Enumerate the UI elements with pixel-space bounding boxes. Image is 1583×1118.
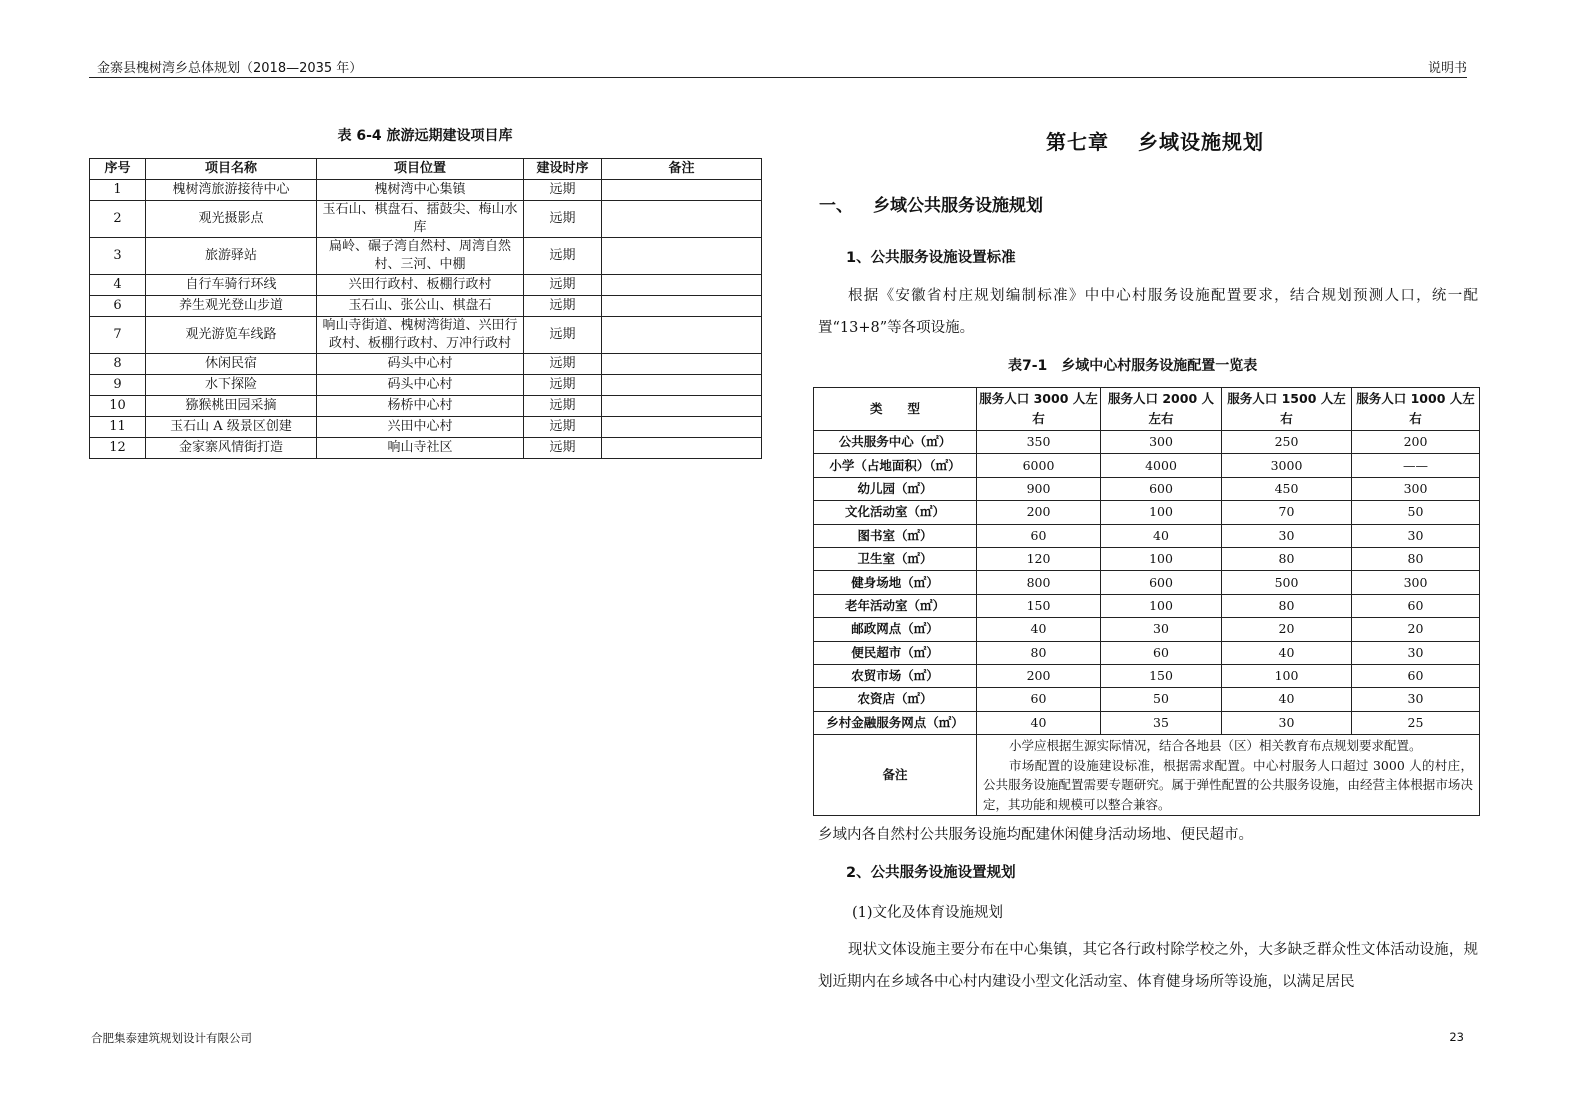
table-cell: 200 — [1352, 431, 1480, 454]
table-cell: 4 — [90, 275, 146, 296]
table-cell: —— — [1352, 454, 1480, 477]
table-cell: 养生观光登山步道 — [146, 296, 317, 317]
table-cell: 70 — [1222, 501, 1352, 524]
table-cell — [602, 438, 762, 459]
table-cell — [602, 201, 762, 238]
row-label: 公共服务中心（㎡） — [814, 431, 977, 454]
table-cell: 远期 — [524, 354, 602, 375]
table-cell: 11 — [90, 417, 146, 438]
table-cell: 远期 — [524, 238, 602, 275]
table-cell: 8 — [90, 354, 146, 375]
row-label: 邮政网点（㎡） — [814, 618, 977, 641]
table-cell: 7 — [90, 317, 146, 354]
table-row — [90, 396, 762, 417]
row-label: 图书室（㎡） — [814, 524, 977, 547]
table-cell: 30 — [1352, 641, 1480, 664]
row-label: 健身场地（㎡） — [814, 571, 977, 594]
row-label: 幼儿园（㎡） — [814, 477, 977, 500]
column-header: 建设时序 — [524, 159, 602, 180]
table-cell: 150 — [977, 594, 1101, 617]
table-cell: 20 — [1222, 618, 1352, 641]
table-cell: 远期 — [524, 180, 602, 201]
table-cell — [602, 296, 762, 317]
company-name: 合肥集泰建筑规划设计有限公司 — [91, 1031, 252, 1045]
table-cell: 水下探险 — [146, 375, 317, 396]
table-cell: 100 — [1101, 501, 1222, 524]
table-row — [90, 180, 762, 201]
right-table-title: 表7-1 乡域中心村服务设施配置一览表 — [1008, 358, 1258, 374]
row-label: 小学（占地面积）（㎡） — [814, 454, 977, 477]
table-header-row — [90, 159, 762, 180]
table-cell: 3000 — [1222, 454, 1352, 477]
table-cell: 猕猴桃田园采摘 — [146, 396, 317, 417]
table-cell: 60 — [977, 524, 1101, 547]
row-label: 老年活动室（㎡） — [814, 594, 977, 617]
table-cell: 600 — [1101, 571, 1222, 594]
note-label: 备注 — [814, 735, 977, 816]
table-cell: 800 — [977, 571, 1101, 594]
table-cell — [602, 417, 762, 438]
table-row — [90, 275, 762, 296]
column-header: 项目位置 — [317, 159, 524, 180]
table-cell: 1 — [90, 180, 146, 201]
table-row — [90, 375, 762, 396]
table-cell: 10 — [90, 396, 146, 417]
column-header: 服务人口 3000 人左右 — [977, 388, 1101, 431]
table-cell: 扁岭、碾子湾自然村、周湾自然村、三河、中棚 — [317, 238, 524, 275]
table-cell: 40 — [977, 711, 1101, 734]
table-cell: 休闲民宿 — [146, 354, 317, 375]
table-cell: 30 — [1101, 618, 1222, 641]
table-row — [814, 501, 1480, 524]
table-cell — [602, 396, 762, 417]
column-header: 服务人口 1000 人左右 — [1352, 388, 1480, 431]
table-row — [814, 618, 1480, 641]
table-row — [814, 431, 1480, 454]
table-cell: 9 — [90, 375, 146, 396]
row-label: 乡村金融服务网点（㎡） — [814, 711, 977, 734]
table-row — [814, 688, 1480, 711]
table-cell: 兴田中心村 — [317, 417, 524, 438]
table-cell: 自行车骑行环线 — [146, 275, 317, 296]
page-number: 23 — [1449, 1030, 1464, 1044]
header-rule — [89, 77, 1467, 78]
table-cell: 200 — [977, 501, 1101, 524]
table-note-row — [814, 735, 1480, 816]
table-row — [90, 317, 762, 354]
table-row — [814, 477, 1480, 500]
table-cell: 旅游驿站 — [146, 238, 317, 275]
table-row — [90, 238, 762, 275]
table-row — [814, 454, 1480, 477]
table-cell: 40 — [1222, 688, 1352, 711]
table-row — [90, 296, 762, 317]
table-cell: 响山寺街道、槐树湾街道、兴田行政村、板棚行政村、万冲行政村 — [317, 317, 524, 354]
table-cell: 900 — [977, 477, 1101, 500]
table-cell: 300 — [1352, 571, 1480, 594]
row-label: 卫生室（㎡） — [814, 547, 977, 570]
table-cell: 码头中心村 — [317, 375, 524, 396]
table-cell: 30 — [1352, 688, 1480, 711]
document-title: 金寨县槐树湾乡总体规划（2018—2035 年） — [97, 61, 363, 76]
table-cell: 槐树湾中心集镇 — [317, 180, 524, 201]
subsection-heading: 2、公共服务设施设置规划 — [846, 865, 1016, 881]
row-label: 文化活动室（㎡） — [814, 501, 977, 524]
column-header: 项目名称 — [146, 159, 317, 180]
table-row — [814, 594, 1480, 617]
table-cell: 4000 — [1101, 454, 1222, 477]
table-cell: 远期 — [524, 375, 602, 396]
table-cell: 60 — [1352, 664, 1480, 687]
table-cell: 300 — [1352, 477, 1480, 500]
table-row — [814, 571, 1480, 594]
chapter-title: 第七章 乡域设施规划 — [1046, 130, 1264, 154]
column-header: 备注 — [602, 159, 762, 180]
table-row — [90, 354, 762, 375]
table-cell: 金家寨风情街打造 — [146, 438, 317, 459]
column-header: 服务人口 2000 人左右 — [1101, 388, 1222, 431]
table-cell: 30 — [1222, 711, 1352, 734]
table-cell: 350 — [977, 431, 1101, 454]
table-cell: 远期 — [524, 201, 602, 238]
row-label: 农资店（㎡） — [814, 688, 977, 711]
table-cell: 码头中心村 — [317, 354, 524, 375]
table-cell: 80 — [1222, 594, 1352, 617]
table-cell: 40 — [1222, 641, 1352, 664]
table-cell: 远期 — [524, 438, 602, 459]
table-cell — [602, 275, 762, 296]
table-row — [814, 664, 1480, 687]
table-row — [814, 641, 1480, 664]
table-row — [814, 524, 1480, 547]
table-cell: 120 — [977, 547, 1101, 570]
section-number: 一、 — [819, 196, 853, 216]
table-cell: 250 — [1222, 431, 1352, 454]
table-cell: 30 — [1352, 524, 1480, 547]
table-cell: 40 — [1101, 524, 1222, 547]
table-cell: 80 — [1352, 547, 1480, 570]
table-cell: 玉石山、张公山、棋盘石 — [317, 296, 524, 317]
column-header: 类 型 — [814, 388, 977, 431]
body-paragraph: 现状文体设施主要分布在中心集镇，其它各行政村除学校之外，大多缺乏群众性文体活动设施，规划近期内在乡域各中心村内建设小型文化活动室、体育健身场所等设施，以满足居民 — [818, 942, 1478, 990]
note-line: 小学应根据生源实际情况，结合各地县（区）相关教育布点规划要求配置。 — [1009, 738, 1422, 754]
table-cell: 60 — [1352, 594, 1480, 617]
table-cell: 500 — [1222, 571, 1352, 594]
section-title: 乡域公共服务设施规划 — [873, 196, 1043, 216]
table-cell: 600 — [1101, 477, 1222, 500]
table-cell: 6000 — [977, 454, 1101, 477]
table-cell: 2 — [90, 201, 146, 238]
note-content — [977, 735, 1480, 816]
column-header: 序号 — [90, 159, 146, 180]
table-cell: 玉石山 A 级景区创建 — [146, 417, 317, 438]
table-cell: 观光摄影点 — [146, 201, 317, 238]
tourism-project-table — [89, 158, 762, 459]
table-cell: 40 — [977, 618, 1101, 641]
table-cell: 远期 — [524, 275, 602, 296]
table-row — [814, 547, 1480, 570]
column-header: 服务人口 1500 人左右 — [1222, 388, 1352, 431]
table-cell: 50 — [1101, 688, 1222, 711]
table-row — [814, 711, 1480, 734]
table-cell — [602, 180, 762, 201]
table-cell — [602, 317, 762, 354]
table-cell: 80 — [1222, 547, 1352, 570]
table-cell: 20 — [1352, 618, 1480, 641]
table-cell: 远期 — [524, 396, 602, 417]
table-cell: 3 — [90, 238, 146, 275]
section-heading — [819, 191, 1043, 216]
subsubsection-heading: (1)文化及体育设施规划 — [852, 905, 1004, 921]
table-cell: 玉石山、棋盘石、擂鼓尖、梅山水库 — [317, 201, 524, 238]
document-type: 说明书 — [1427, 61, 1467, 76]
left-table-title: 表 6-4 旅游远期建设项目库 — [337, 128, 513, 144]
table-cell: 60 — [977, 688, 1101, 711]
table-row — [90, 201, 762, 238]
table-cell: 远期 — [524, 317, 602, 354]
table-cell: 200 — [977, 664, 1101, 687]
table-cell: 100 — [1222, 664, 1352, 687]
table-cell: 槐树湾旅游接待中心 — [146, 180, 317, 201]
table-cell: 25 — [1352, 711, 1480, 734]
table-header-row — [814, 388, 1480, 431]
table-cell — [602, 238, 762, 275]
table-cell: 50 — [1352, 501, 1480, 524]
table-cell — [602, 375, 762, 396]
table-cell: 12 — [90, 438, 146, 459]
table-cell: 兴田行政村、板棚行政村 — [317, 275, 524, 296]
body-paragraph: 根据《安徽省村庄规划编制标准》中中心村服务设施配置要求，结合规划预测人口，统一配置“13+8”等各项设施。 — [818, 288, 1478, 336]
table-row — [90, 438, 762, 459]
table-cell: 300 — [1101, 431, 1222, 454]
body-paragraph: 乡域内各自然村公共服务设施均配建休闲健身活动场地、便民超市。 — [818, 827, 1253, 843]
table-cell: 远期 — [524, 417, 602, 438]
table-cell: 100 — [1101, 547, 1222, 570]
subsection-heading: 1、公共服务设施设置标准 — [846, 250, 1016, 266]
table-cell: 杨桥中心村 — [317, 396, 524, 417]
table-cell: 150 — [1101, 664, 1222, 687]
table-cell: 观光游览车线路 — [146, 317, 317, 354]
table-cell: 响山寺社区 — [317, 438, 524, 459]
table-cell: 6 — [90, 296, 146, 317]
table-cell: 30 — [1222, 524, 1352, 547]
table-cell: 远期 — [524, 296, 602, 317]
table-cell: 35 — [1101, 711, 1222, 734]
table-cell — [602, 354, 762, 375]
table-cell: 60 — [1101, 641, 1222, 664]
service-facility-table — [813, 387, 1480, 816]
note-line: 市场配置的设施建设标准，根据需求配置。中心村服务人口超过 3000 人的村庄，公共服务设施配置需要专题研究。属于弹性配置的公共服务设施，由经营主体根据市场决定，其功能和规模可以整合兼容。 — [983, 757, 1473, 812]
table-cell: 80 — [977, 641, 1101, 664]
table-cell: 450 — [1222, 477, 1352, 500]
row-label: 农贸市场（㎡） — [814, 664, 977, 687]
table-row — [90, 417, 762, 438]
row-label: 便民超市（㎡） — [814, 641, 977, 664]
table-cell: 100 — [1101, 594, 1222, 617]
